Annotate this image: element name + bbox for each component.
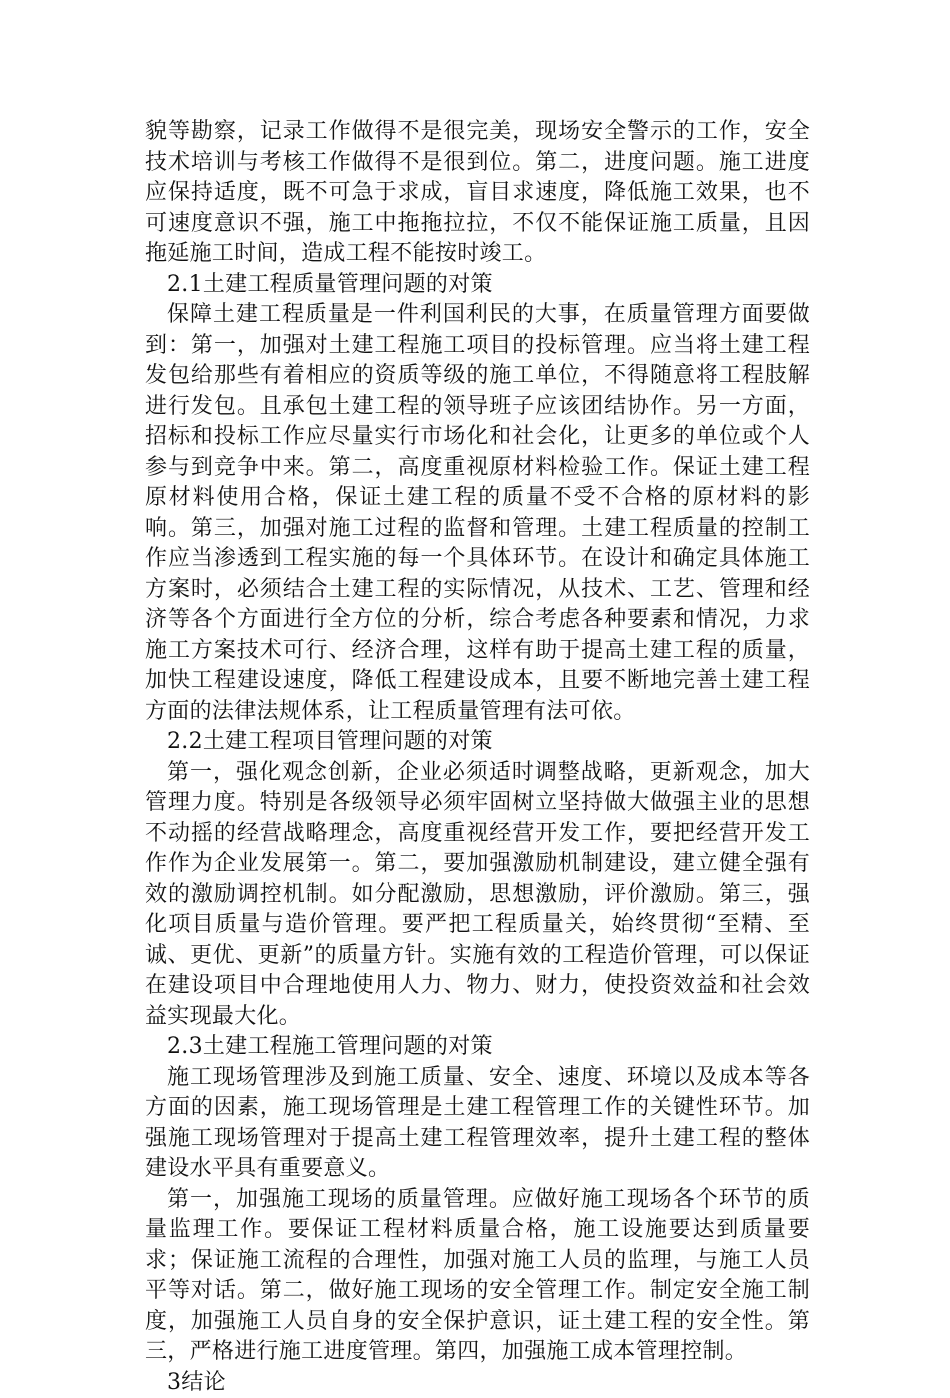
paragraph-4: 施工现场管理涉及到施工质量、安全、速度、环境以及成本等各方面的因素，施工现场管理是土建工程管理工作的关键性环节。加强施工现场管理对于提高土建工程管理效率，提升土建工程的整体建设水平具有重要意义。: [145, 1063, 810, 1185]
section-heading-3: 3结论: [145, 1368, 810, 1398]
paragraph-1: 貌等勘察，记录工作做得不是很完美，现场安全警示的工作，安全技术培训与考核工作做得不是很到位。第二，进度问题。施工进度应保持适度，既不可急于求成，盲目求速度，降低施工效果，也不可速度意识不强，施工中拖拖拉拉，不仅不能保证施工质量，且因拖延施工时间，造成工程不能按时竣工。: [145, 117, 810, 270]
paragraph-5: 第一，加强施工现场的质量管理。应做好施工现场各个环节的质量监理工作。要保证工程材料质量合格，施工设施要达到质量要求；保证施工流程的合理性，加强对施工人员的监理，与施工人员平等对话。第二，做好施工现场的安全管理工作。制定安全施工制度，加强施工人员自身的安全保护意识，证土建工程的安全性。第三，严格进行施工进度管理。第四，加强施工成本管理控制。: [145, 1185, 810, 1368]
paragraph-2: 保障土建工程质量是一件利国利民的大事，在质量管理方面要做到：第一，加强对土建工程施工项目的投标管理。应当将土建工程发包给那些有着相应的资质等级的施工单位，不得随意将工程肢解进行发包。且承包土建工程的领导班子应该团结协作。另一方面，招标和投标工作应尽量实行市场化和社会化，让更多的单位或个人参与到竞争中来。第二，高度重视原材料检验工作。保证土建工程原材料使用合格，保证土建工程的质量不受不合格的原材料的影响。第三，加强对施工过程的监督和管理。土建工程质量的控制工作应当渗透到工程实施的每一个具体环节。在设计和确定具体施工方案时，必须结合土建工程的实际情况，从技术、工艺、管理和经济等各个方面进行全方位的分析，综合考虑各种要素和情况，力求施工方案技术可行、经济合理，这样有助于提高土建工程的质量，加快工程建设速度，降低工程建设成本，且要不断地完善土建工程方面的法律法规体系，让工程质量管理有法可依。: [145, 300, 810, 727]
section-heading-2-3: 2.3土建工程施工管理问题的对策: [145, 1032, 810, 1063]
section-heading-2-2: 2.2土建工程项目管理问题的对策: [145, 727, 810, 758]
document-body: [145, 117, 810, 1398]
paragraph-3: 第一，强化观念创新，企业必须适时调整战略，更新观念，加大管理力度。特别是各级领导必须牢固树立坚持做大做强主业的思想不动摇的经营战略理念，高度重视经营开发工作，要把经营开发工作作为企业发展第一。第二，要加强激励机制建设，建立健全强有效的激励调控机制。如分配激励，思想激励，评价激励。第三，强化项目质量与造价管理。要严把工程质量关，始终贯彻“至精、至诚、更优、更新”的质量方针。实施有效的工程造价管理，可以保证在建设项目中合理地使用人力、物力、财力，使投资效益和社会效益实现最大化。: [145, 758, 810, 1033]
section-heading-2-1: 2.1土建工程质量管理问题的对策: [145, 270, 810, 301]
